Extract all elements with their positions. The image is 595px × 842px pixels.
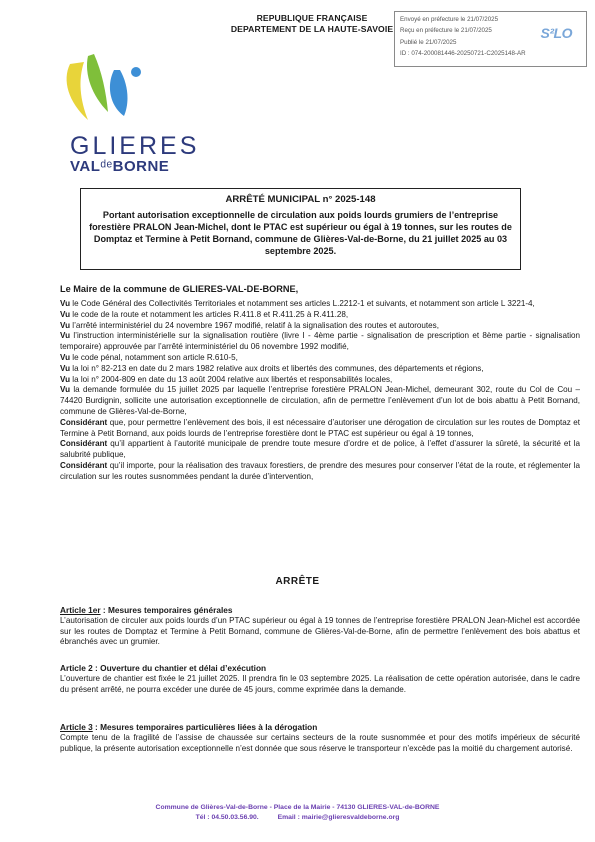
consideration-keyword: Vu: [60, 385, 71, 395]
consideration-text: la loi n° 82-213 en date du 2 mars 1982 relative aux droits et libertés des communes, des départements et régions,: [70, 363, 484, 373]
article-3-text: Compte tenu de la fragilité de l’assise de chaussée sur certains secteurs de la route susnommée et pour des motifs impérieux de sécurité publique, la présente autorisation exceptionnelle n’est donnée que sous réserve le transporteur n’excède pas la moitié du chargement autorisé.: [60, 732, 580, 753]
article-2-heading: [60, 663, 580, 674]
article-3-label: Article 3: [60, 722, 93, 732]
consideration-text: l’instruction interministérielle sur la signalisation routière (livre I - 4ème partie - signalisation de prescription et 8ème partie - signalisation temporaire) approuvée par l’arrêté interministériel du 06 novembre 1992 modifié,: [60, 331, 580, 352]
consideration-item: [60, 364, 580, 375]
article-2-label: Article 2: [60, 663, 93, 673]
consideration-keyword: Vu: [60, 352, 71, 362]
stamp-published-line: Publié le 21/07/2025: [400, 38, 457, 46]
header-department-line: DEPARTEMENT DE LA HAUTE-SAVOIE: [230, 24, 394, 34]
consideration-keyword: Considérant: [60, 417, 108, 427]
s2lo-logo: S²LO: [540, 25, 572, 41]
consideration-keyword: Considérant: [60, 439, 108, 449]
footer-contact: Tél : 04.50.03.56.90. Email : mairie@glieresvaldeborne.org: [195, 814, 400, 821]
article-1-heading: [60, 605, 580, 616]
consideration-item: [60, 331, 580, 353]
footer: [0, 803, 595, 823]
article-2: [60, 663, 580, 695]
article-3-title: : Mesures temporaires particulières liées à la dérogation: [92, 722, 318, 732]
footer-address: Commune de Glières-Val-de-Borne - Place de la Mairie - 74130 GLIERES-VAL-de-BORNE: [155, 804, 440, 811]
logo-word-val: VAL: [70, 158, 101, 175]
article-2-title: : Ouverture du chantier et délai d’exécution: [92, 663, 267, 673]
logo-blue-leaf: [110, 70, 128, 116]
consideration-keyword: Vu: [60, 320, 71, 330]
logo-word-de: ᵈᵉ: [100, 158, 113, 175]
article-1: [60, 605, 580, 648]
consideration-text: le Code Général des Collectivités Territoriales et notamment ses articles L.2212-1 et suivants, et notamment son article L 3221-4,: [70, 299, 535, 308]
stamp-id-line: ID : 074-200081446-20250721-C2025148-AR: [400, 50, 526, 58]
article-3-heading: [60, 722, 580, 733]
article-1-text: L’autorisation de circuler aux poids lourds d’un PTAC supérieur ou égal à 19 tonnes de l’entreprise forestière PRALON Jean-Michel est accordée sur les routes de Domptaz et Termine à Petit Bornand, commune de Glières-Val-de-Borne, afin de permettre l’enlèvement des bois abattus et ébranchés avec un grumier.: [60, 615, 580, 647]
logo-yellow-leaf: [67, 62, 88, 120]
consideration-text: la demande formulée du 15 juillet 2025 par laquelle l’entreprise forestière PRALON Jean-Michel, demeurant 302, route du Col de Cou – 74420 Burdignin, sollicite une autorisation exceptionnelle de circulation, afin de permettre l’enlèvement d’un lot de bois abattu à Petit Bornand, commune de Glières-Val-de-Borne,: [60, 385, 580, 416]
glieres-logo-icon: [58, 50, 148, 130]
consideration-text: que, pour permettre l’enlèvement des bois, il est nécessaire d’autoriser une dérogation de circulation sur les routes de Domptaz et Termine à Petit Bornand, aux poids lourds de l’entreprise forestière dont le PTAC est supérieur ou égal à 19 tonnes,: [60, 417, 580, 438]
consideration-item: [60, 310, 580, 321]
consideration-item: [60, 439, 580, 461]
consideration-text: qu’il importe, pour la réalisation des travaux forestiers, de prendre des mesures pour conserver l’état de la route, et réglementer la circulation sur les routes susnommées pendant la durée d’intervention,: [60, 460, 580, 481]
logo-blue-dot: [131, 67, 141, 77]
logo-word-borne: BORNE: [112, 158, 170, 175]
mayor-line: Le Maire de la commune de GLIERES-VAL-DE-BORNE,: [60, 284, 299, 294]
decree-subject: Portant autorisation exceptionnelle de circulation aux poids lourds grumiers de l’entreprise forestière PRALON Jean-Michel, dont le PTAC est supérieur ou égal à 19 tonnes, sur les routes de Domptaz et Termine à Petit Bornand, commune de Glières-Val-de-Borne, du 21 juillet 2025 au 03 septembre 2025.: [89, 210, 512, 256]
consideration-text: la loi n° 2004-809 en date du 13 août 2004 relative aux libertés et responsabilités locales,: [70, 374, 393, 384]
header-republic-line1: REPUBLIQUE FRANÇAISE: [256, 13, 368, 23]
consideration-keyword: Vu: [60, 299, 71, 308]
decree-title-box: [80, 188, 521, 270]
stamp-sent-line: Envoyé en préfecture le 21/07/2025: [400, 16, 499, 23]
consideration-item: [60, 461, 580, 483]
consideration-text: qu’il appartient à l’autorité municipale de prendre toute mesure d’ordre et de police, à l’effet d’assurer la sûreté, la sécurité et la salubrité publique,: [60, 439, 580, 460]
arrete-heading: ARRÊTE: [275, 576, 320, 587]
consideration-text: le code de la route et notamment les articles R.411.8 et R.411.25 à R.411.28,: [70, 309, 349, 319]
considerations-list: [60, 299, 580, 483]
article-2-text: L’ouverture de chantier est fixée le 21 juillet 2025. Il prendra fin le 03 septembre 2025. La réalisation de cette opération autorisée, dans le cadre du présent arrêté, ne pourra excéder une durée de 45 jours, comme exprimée dans la demande.: [60, 673, 580, 694]
consideration-item: [60, 299, 580, 310]
logo-word-glieres: GLIERES: [70, 132, 200, 160]
consideration-item: [60, 418, 580, 440]
header-republic: [228, 13, 396, 35]
consideration-keyword: Vu: [60, 363, 71, 373]
consideration-item: [60, 353, 580, 364]
logo-green-leaf: [87, 54, 108, 112]
consideration-item: [60, 321, 580, 332]
consideration-text: le code pénal, notamment son article R.610-5,: [70, 352, 238, 362]
consideration-item: [60, 385, 580, 417]
consideration-keyword: Vu: [60, 374, 71, 384]
decree-number: ARRÊTÉ MUNICIPAL n° 2025-148: [225, 194, 376, 205]
prefecture-stamp: [394, 11, 587, 67]
consideration-keyword: Vu: [60, 331, 71, 341]
stamp-received-line: Reçu en préfecture le 21/07/2025: [400, 27, 492, 35]
article-3: [60, 722, 580, 754]
consideration-text: l’arrêté interministériel du 24 novembre 1967 modifié, relatif à la signalisation des routes et autoroutes,: [70, 320, 439, 330]
consideration-keyword: Vu: [60, 309, 71, 319]
consideration-item: [60, 375, 580, 386]
consideration-keyword: Considérant: [60, 460, 108, 470]
logo-word-valdeborne: [70, 158, 169, 175]
article-1-label: Article 1er: [60, 605, 101, 615]
article-1-title: : Mesures temporaires générales: [100, 605, 233, 615]
